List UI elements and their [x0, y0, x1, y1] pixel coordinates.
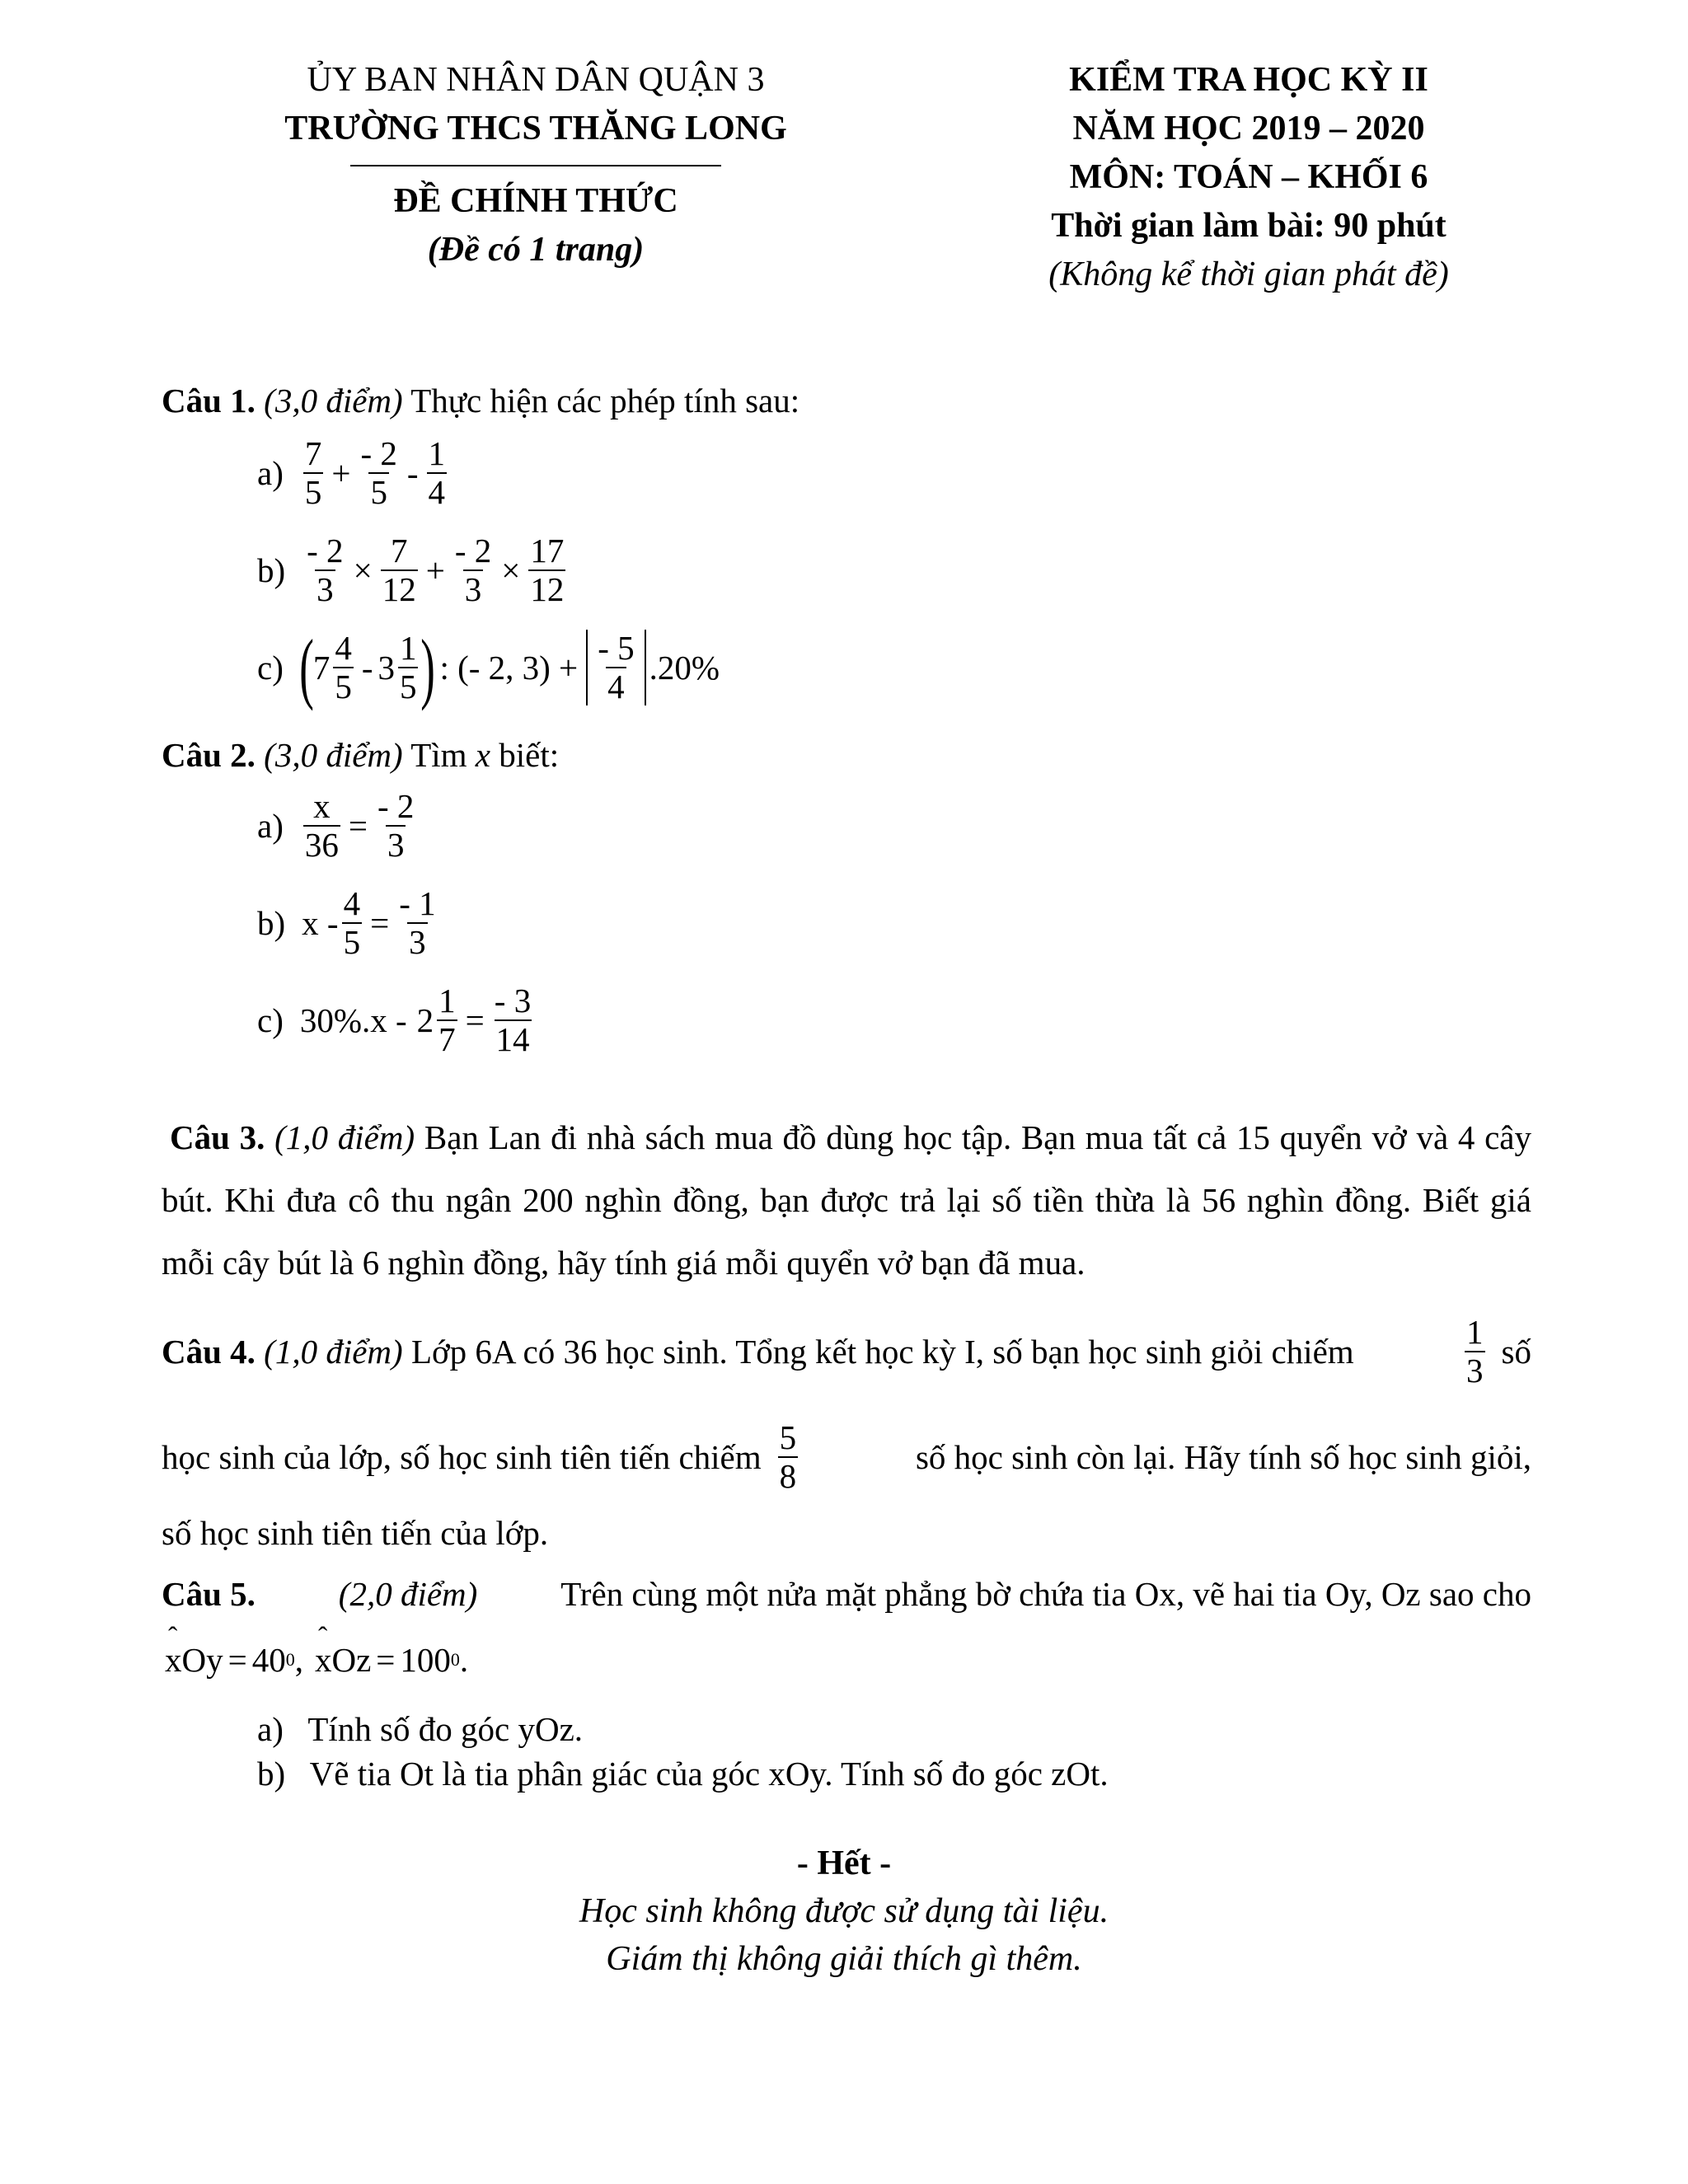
fraction: $\frac{4}{5}$ — [335, 628, 352, 705]
expression-middle: : (- 2, 3) + — [439, 649, 579, 687]
duration-note: (Không kể thời gian phát đề) — [1048, 255, 1449, 293]
q4-text4: số học sinh còn lại. Hãy tính số học sinh giỏi, — [915, 1438, 1531, 1477]
expression-tail: .20% — [649, 649, 720, 687]
q1-title: Câu 1. — [162, 382, 256, 419]
subject: MÔN: TOÁN – KHỐI 6 — [1069, 158, 1428, 196]
q4-text1: Lớp 6A có 36 học sinh. Tổng kết học kỳ I, số bạn học sinh giỏi chiếm — [410, 1333, 1354, 1371]
q2-instruction-var: x — [475, 736, 490, 774]
fraction: $\frac{1}{3}$ — [1466, 1313, 1484, 1390]
q5-title: Câu 5. — [162, 1575, 256, 1613]
q3-text: Bạn Lan đi nhà sách mua đồ dùng học tập. Bạn mua tất cả 15 quyển vở và 4 cây bút. Khi đưa cô thu ngân 200 nghìn đồng, bạn được trả lại số tiền thừa là 56 nghìn đồng. Biết giá mỗi cây bút là 6 nghìn đồng, hãy tính giá mỗi quyển vở bạn đã mua. — [162, 1118, 1531, 1282]
q2-title: Câu 2. — [162, 736, 256, 774]
q1c-expression — [257, 623, 720, 711]
operator: - — [361, 649, 373, 687]
separator: , — [294, 1641, 303, 1679]
exam-title: KIỂM TRA HỌC KỲ II — [1069, 61, 1428, 99]
official-label: ĐỀ CHÍNH THỨC — [393, 182, 678, 220]
angle-value: 40 — [251, 1641, 286, 1679]
equals-sign: = — [348, 807, 368, 846]
degree-mark: 0 — [450, 1649, 460, 1670]
header-right — [886, 56, 1611, 299]
q5b-text: Vẽ tia Ot là tia phân giác của góc xOy. Tính số đo góc zOt. — [309, 1755, 1109, 1793]
q4-text2: số — [1501, 1333, 1531, 1371]
q2-instruction-pre: Tìm — [410, 736, 467, 774]
q5-text: Trên cùng một nửa mặt phẳng bờ chứa tia Ox, vẽ hai tia Oy, Oz sao cho — [560, 1575, 1531, 1613]
q4-points: (1,0 điểm) — [264, 1333, 403, 1371]
q4-title: Câu 4. — [162, 1333, 256, 1371]
expression-prefix: x - — [302, 904, 339, 943]
header-divider — [350, 165, 721, 166]
q2a-label: a) — [257, 807, 284, 846]
q3-title: Câu 3. — [170, 1118, 265, 1156]
whole-number: 2 — [416, 1001, 434, 1040]
fraction: $\frac{- 5}{4}$ — [598, 628, 635, 705]
left-parenthesis: ( — [299, 623, 314, 711]
q3-points: (1,0 điểm) — [274, 1118, 415, 1156]
q5a-label: a) — [257, 1710, 284, 1748]
operator: × — [501, 551, 521, 590]
q2a-equation — [257, 788, 419, 864]
degree-mark: 0 — [285, 1649, 295, 1670]
footer — [0, 1840, 1688, 1983]
operator: + — [425, 551, 445, 590]
q2b-equation — [257, 885, 441, 961]
fraction: $\frac{1}{7}$ — [438, 982, 456, 1059]
q1a-label: a) — [257, 454, 284, 493]
equals-sign: = — [227, 1641, 247, 1679]
q3-paragraph — [162, 1106, 1531, 1294]
whole-number: 7 — [312, 649, 331, 687]
fraction: $\frac{1}{5}$ — [399, 628, 417, 705]
q5-points: (2,0 điểm) — [338, 1575, 478, 1613]
angle-xoy: ˆ xOy — [165, 1640, 223, 1680]
fraction: $\frac{- 2}{5}$ — [360, 434, 397, 512]
right-parenthesis: ) — [420, 623, 436, 711]
q2-heading — [162, 735, 559, 775]
absolute-value — [586, 630, 645, 705]
whole-number: 3 — [377, 649, 395, 687]
duration: Thời gian làm bài: 90 phút — [1051, 207, 1447, 245]
q2-instruction-post: biết: — [499, 736, 560, 774]
fraction: $\frac{7}{5}$ — [304, 434, 322, 512]
footer-note-2: Giám thị không giải thích gì thêm. — [606, 1940, 1082, 1978]
terminator: . — [459, 1641, 469, 1679]
fraction: $\frac{5}{8}$ — [779, 1418, 797, 1496]
fraction: $\frac{1}{4}$ — [428, 434, 446, 512]
q1-heading — [162, 381, 799, 420]
angle-value: 100 — [400, 1641, 451, 1679]
q4-line2 — [162, 1419, 1531, 1495]
q1c-label: c) — [257, 649, 284, 687]
q4-line1 — [162, 1314, 1531, 1390]
q2b-label: b) — [257, 904, 286, 943]
fraction: $\frac{- 1}{3}$ — [399, 884, 436, 962]
fraction: $\frac{17}{12}$ — [530, 532, 565, 609]
operator: × — [353, 551, 373, 590]
q1-instruction: Thực hiện các phép tính sau: — [410, 382, 800, 419]
operator: + — [331, 454, 351, 493]
q4-text3: học sinh của lớp, số học sinh tiên tiến chiếm — [162, 1438, 762, 1477]
fraction: $\frac{- 3}{14}$ — [494, 982, 532, 1059]
school-year: NĂM HỌC 2019 – 2020 — [1072, 110, 1425, 148]
equals-sign: = — [465, 1001, 485, 1040]
q2-points: (3,0 điểm) — [264, 736, 403, 774]
fraction: $\frac{x}{36}$ — [304, 787, 339, 865]
q2c-label: c) — [257, 1001, 284, 1040]
fraction: $\frac{7}{12}$ — [382, 532, 416, 609]
page-count: (Đề có 1 trang) — [427, 231, 645, 269]
fraction: $\frac{- 2}{3}$ — [377, 787, 415, 865]
school-name: TRƯỜNG THCS THĂNG LONG — [284, 110, 787, 148]
q5a-text: Tính số đo góc yOz. — [307, 1710, 584, 1748]
angle-xoz: ˆ xOz — [315, 1640, 371, 1680]
q1-points: (3,0 điểm) — [264, 382, 403, 419]
fraction: $\frac{- 2}{3}$ — [307, 532, 344, 609]
district-name: ỦY BAN NHÂN DÂN QUẬN 3 — [307, 61, 765, 99]
header-left — [198, 56, 874, 274]
operator: - — [406, 454, 419, 493]
q4-text5: số học sinh tiên tiến của lớp. — [162, 1514, 549, 1552]
footer-note-1: Học sinh không được sử dụng tài liệu. — [579, 1892, 1109, 1930]
q1b-label: b) — [257, 551, 286, 590]
q5-line1 — [162, 1574, 1531, 1614]
end-marker: - Hết - — [796, 1844, 892, 1882]
q1a-expression — [257, 435, 450, 511]
fraction: $\frac{- 2}{3}$ — [454, 532, 492, 609]
q5-angles — [165, 1640, 468, 1680]
q5b-item — [257, 1754, 1109, 1793]
q5a-item — [257, 1709, 583, 1749]
equals-sign: = — [370, 904, 390, 943]
fraction: $\frac{4}{5}$ — [343, 884, 361, 962]
equals-sign: = — [376, 1641, 396, 1679]
q1b-expression — [257, 532, 569, 608]
q5b-label: b) — [257, 1755, 286, 1793]
q2c-equation — [257, 982, 536, 1058]
expression-prefix: 30%.x - — [299, 1001, 407, 1040]
